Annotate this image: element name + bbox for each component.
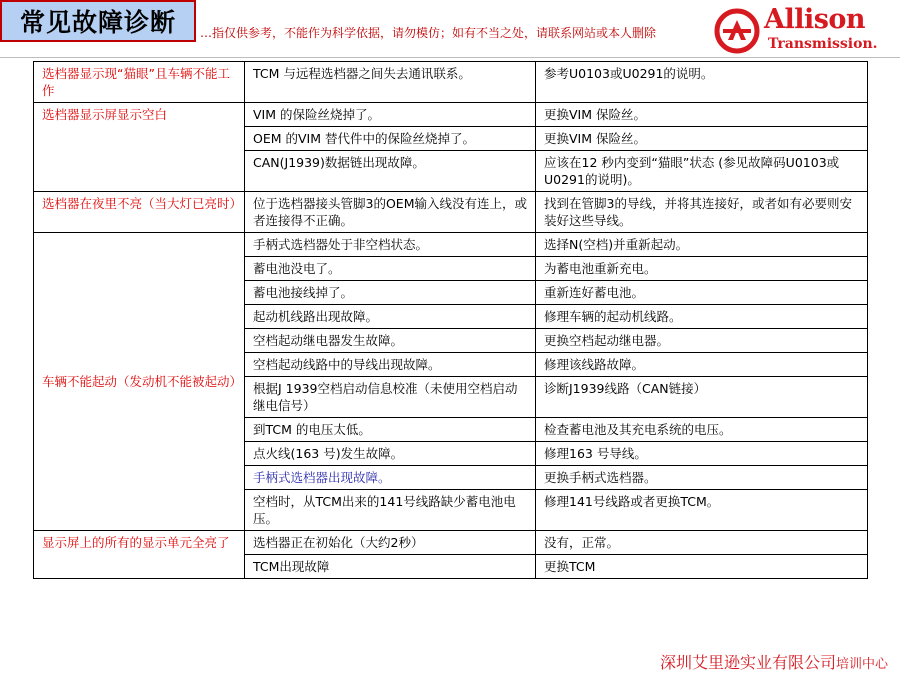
cause-cell: TCM 与远程选档器之间失去通讯联系。 [245, 62, 536, 103]
cause-cell: 选档器正在初始化（大约2秒） [245, 531, 536, 555]
cause-cell: TCM出现故障 [245, 555, 536, 579]
cause-cell: 空档起动继电器发生故障。 [245, 329, 536, 353]
diagnosis-table [33, 61, 868, 579]
page-title: 常见故障诊断 [19, 8, 176, 37]
symptom-cell: 选档器在夜里不亮（当大灯已亮时） [34, 192, 245, 233]
header-divider [0, 57, 900, 58]
table-row [34, 233, 868, 257]
action-cell: 参考U0103或U0291的说明。 [536, 62, 868, 103]
action-cell: 更换空档起动继电器。 [536, 329, 868, 353]
action-cell: 为蓄电池重新充电。 [536, 257, 868, 281]
cause-cell: 点火线(163 号)发生故障。 [245, 442, 536, 466]
symptom-cell: 选档器显示屏显示空白 [34, 103, 245, 192]
action-cell: 找到在管脚3的导线，并将其连接好，或者如有必要则安装好这些导线。 [536, 192, 868, 233]
cause-cell: 蓄电池没电了。 [245, 257, 536, 281]
action-cell: 没有，正常。 [536, 531, 868, 555]
logo-name: Allison [764, 4, 866, 35]
table-row [34, 192, 868, 233]
action-cell: 修理该线路故障。 [536, 353, 868, 377]
action-cell: 选择N(空档)并重新起动。 [536, 233, 868, 257]
allison-logo [714, 6, 900, 56]
action-cell: 诊断J1939线路（CAN链接） [536, 377, 868, 418]
action-cell: 修理车辆的起动机线路。 [536, 305, 868, 329]
disclaimer-text: …指仅供参考，不能作为科学依据，请勿模仿；如有不当之处，请联系网站或本人删除 [200, 26, 657, 40]
footer [660, 650, 888, 673]
logo-subtitle: Transmission. [768, 36, 878, 52]
cause-cell: 空档起动线路中的导线出现故障。 [245, 353, 536, 377]
cause-cell: 起动机线路出现故障。 [245, 305, 536, 329]
action-cell: 更换手柄式选档器。 [536, 466, 868, 490]
cause-cell: 手柄式选档器出现故障。 [245, 466, 536, 490]
action-cell: 检查蓄电池及其充电系统的电压。 [536, 418, 868, 442]
action-cell: 更换VIM 保险丝。 [536, 103, 868, 127]
symptom-cell: 选档器显示现“猫眼”且车辆不能工作 [34, 62, 245, 103]
cause-cell: CAN(J1939)数据链出现故障。 [245, 151, 536, 192]
footer-company: 深圳艾里逊实业有限公司 [659, 653, 836, 672]
cause-cell: OEM 的VIM 替代件中的保险丝烧掉了。 [245, 127, 536, 151]
table-row [34, 103, 868, 127]
symptom-cell: 车辆不能起动（发动机不能被起动） [34, 233, 245, 531]
cause-cell: 空档时，从TCM出来的141号线路缺少蓄电池电压。 [245, 490, 536, 531]
table-row [34, 531, 868, 555]
action-cell: 更换TCM [536, 555, 868, 579]
cause-cell: 蓄电池接线掉了。 [245, 281, 536, 305]
page-title-box [0, 0, 196, 42]
footer-dept: 培训中心 [835, 657, 888, 672]
cause-cell: 手柄式选档器处于非空档状态。 [245, 233, 536, 257]
action-cell: 应该在12 秒内变到“猫眼”状态 (参见故障码U0103或U0291的说明)。 [536, 151, 868, 192]
cause-cell: VIM 的保险丝烧掉了。 [245, 103, 536, 127]
action-cell: 更换VIM 保险丝。 [536, 127, 868, 151]
cause-cell: 根据J 1939空档启动信息校准（未使用空档启动继电信号） [245, 377, 536, 418]
table-row [34, 62, 868, 103]
action-cell: 修理141号线路或者更换TCM。 [536, 490, 868, 531]
cause-cell: 位于选档器接头管脚3的OEM输入线没有连上，或者连接得不正确。 [245, 192, 536, 233]
action-cell: 修理163 号导线。 [536, 442, 868, 466]
symptom-cell: 显示屏上的所有的显示单元全亮了 [34, 531, 245, 579]
action-cell: 重新连好蓄电池。 [536, 281, 868, 305]
allison-emblem-icon [714, 8, 760, 54]
cause-cell: 到TCM 的电压太低。 [245, 418, 536, 442]
